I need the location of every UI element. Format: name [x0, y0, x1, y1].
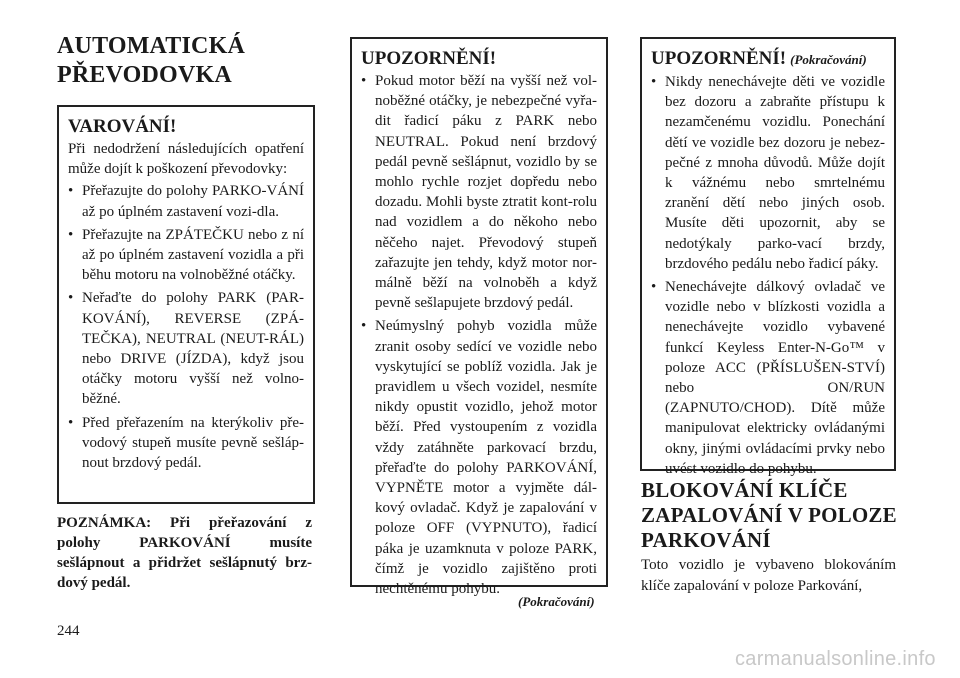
caution-continued-box [640, 37, 896, 477]
section-title-line: AUTOMATICKÁ [57, 33, 245, 59]
section-title-key-interlock [641, 478, 901, 553]
caution-item: • Pokud motor běží na vyšší než vol-noběžné otáčky, je nebezpečné vyřa-dit řadicí páku z PARK nebo NEUTRAL. Pokud není brzdový pedál pevně sešlápnut, vozidlo by se mohlo rychle rozjet dopředu nebo dozadu. Mohli byste ztratit kont-rolu nad vozidlem a do někoho nebo něčeho najet. Převodový stupeň zařazujte jen tehdy, když motor nor-málně běží na volnoběh a když pevně sešlapujete brzdový pedál. [361, 71, 597, 313]
warning-title: VAROVÁNÍ! [68, 116, 177, 137]
section-title-line: PARKOVÁNÍ [641, 528, 771, 552]
caution-item: • Nenechávejte dálkový ovladač ve vozidle nebo v blízkosti vozidla a nenechávejte vozidlo vybavené funkcí Keyless Enter-N-Go™ v poloze ACC (PŘÍSLUŠEN-STVÍ) nebo ON/RUN (ZAPNUTO/CHOD). Dítě může manipulovat elektricky ovládanými okny, jinými ovládacími prvky nebo uvést vozidlo do pohybu. [651, 277, 885, 479]
warning-item: • Před přeřazením na kterýkoliv pře-vodový stupeň musíte pevně sešláp-nout brzdový pedál. [68, 413, 304, 474]
caution-box [350, 37, 608, 598]
warning-box [57, 105, 315, 504]
shift-note: POZNÁMKA: Při přeřazování z polohy PARKOVÁNÍ musíte sešlápnout a přidržet sešlápnutý brz-dový pedál. [57, 515, 312, 591]
warning-item: • Přeřazujte do polohy PARKO-VÁNÍ až po úplném zastavení vozi-dla. [68, 181, 304, 221]
caution-item: • Neúmyslný pohyb vozidla může zranit osoby sedící ve vozidle nebo vyskytující se poblíž vozidla. Jak je pravidlem u všech vozidel, nesmíte nikdy opustit vozidlo, jehož motor běží. Před vystoupením z vozidla vždy zatáhněte parkovací brzdu, přeřaďte do polohy PARKOVÁNÍ, VYPNĚTE motor a vyjměte dál-kový ovladač. Když je zapalování v poloze OFF (VYPNUTO), řadicí páka je uzamknuta v poloze PARK, čímž je vozidlo zajištěno proti nechtěnému pohybu. [361, 316, 597, 599]
caution-list [361, 71, 597, 599]
caution-item: • Nikdy nenechávejte děti ve vozidle bez dozoru a zabraňte přístupu k nezamčenému vozidlu. Ponechání dětí ve vozidle bez dozoru je nebez-pečné z mnoha důvodů. Může dojít k vážnému nebo smrtelnému zranění dětí nebo jiných osob. Musíte děti upozornit, aby se nedotýkaly parko-vací brzdy, brzdového pedálu nebo řadicí páky. [651, 72, 885, 274]
warning-intro: Při nedodržení následujících opatření může dojít k poškození převodovky: [68, 141, 304, 178]
warning-item: • Neřaďte do polohy PARK (PAR-KOVÁNÍ), REVERSE (ZPÁ-TEČKA), NEUTRAL (NEUT-RÁL) nebo DRIVE (JÍZDA), když jsou otáčky motoru vyšší než volno-běžné. [68, 288, 304, 409]
continued-label: (Pokračování) [790, 52, 867, 67]
caution-title: UPOZORNĚNÍ! [361, 48, 497, 69]
section-title-automatic-transmission [57, 32, 317, 90]
continued-footer: (Pokračování) [518, 594, 595, 609]
section-title-line: ZAPALOVÁNÍ V POLOZE [641, 503, 897, 527]
section-title-line: BLOKOVÁNÍ KLÍČE [641, 478, 848, 502]
page-number: 244 [57, 623, 80, 639]
section-title-line: PŘEVODOVKA [57, 62, 232, 88]
key-interlock-text: Toto vozidlo je vybaveno blokováním klíče zapalování v poloze Parkování, [641, 557, 896, 594]
caution-continued-list [651, 72, 885, 479]
caution-continued-heading [651, 47, 885, 72]
caution-title: UPOZORNĚNÍ! [651, 48, 787, 69]
warning-item: • Přeřazujte na ZPÁTEČKU nebo z ní až po úplném zastavení vozidla a při běhu motoru na volnoběžné otáčky. [68, 225, 304, 286]
warning-list [68, 181, 304, 473]
watermark: carmanualsonline.info [735, 648, 936, 670]
